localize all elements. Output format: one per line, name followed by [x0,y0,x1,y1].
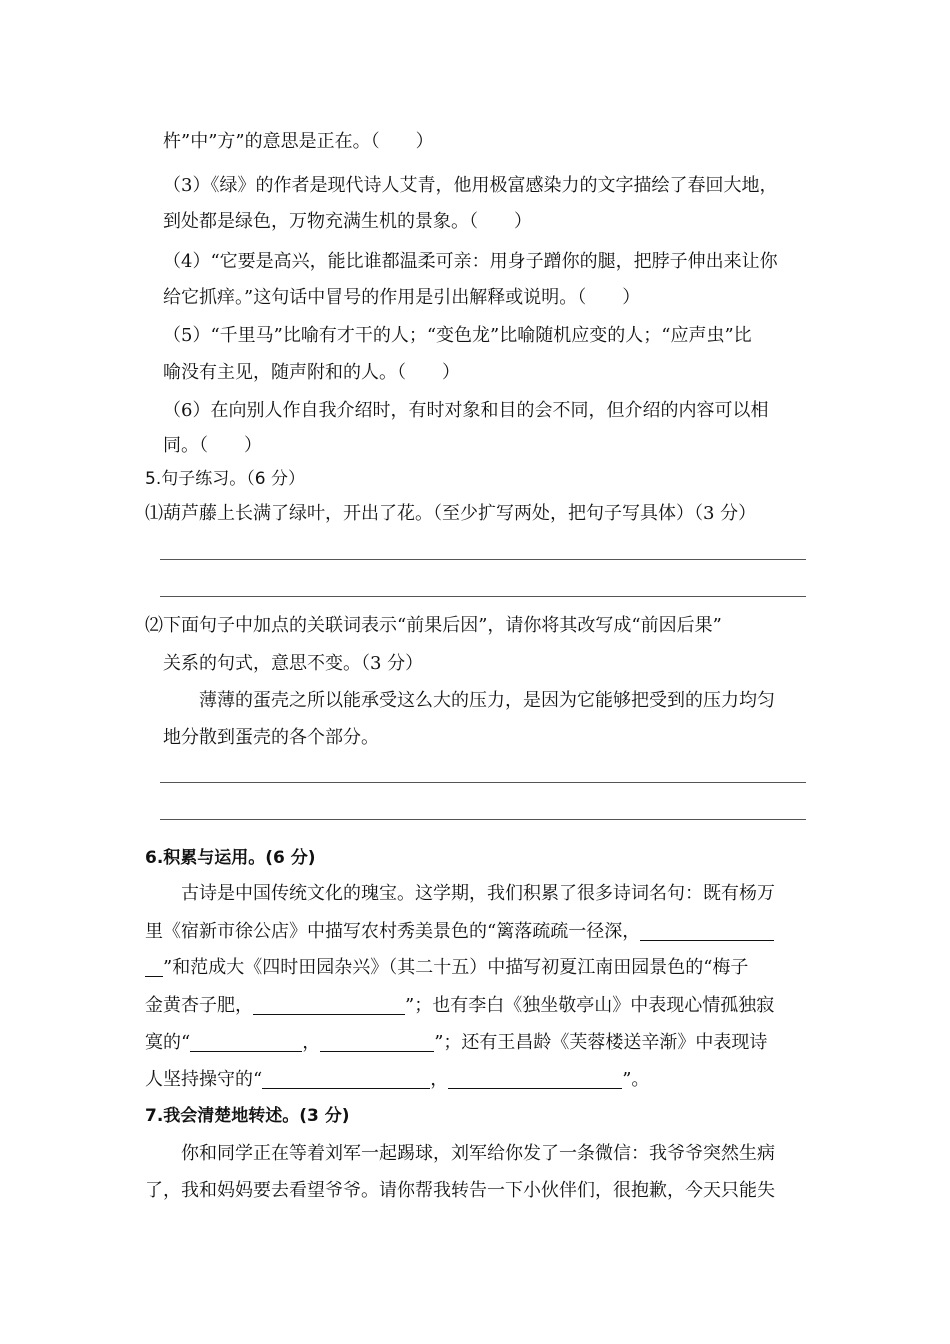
q6-line-3 [145,955,748,981]
poem-blank-2[interactable] [253,994,405,1015]
q4-item-3-line-1: （3）《绿》的作者是现代诗人艾青，他用极富感染力的文字描绘了春回大地， [163,175,778,196]
q6-line-5 [145,1030,767,1056]
poem-blank-6[interactable] [448,1068,622,1089]
q4-item-4-line-2: 给它抓痒。”这句话中冒号的作用是引出解释或说明。（ ） [163,287,641,308]
q7-line-2: 了，我和妈妈要去看望爷爷。请你帮我转告一下小伙伴们，很抱歉，今天只能失 [145,1180,775,1201]
answer-line[interactable] [160,559,806,560]
poem-blank-3[interactable] [190,1031,302,1052]
q4-item-5-line-2: 喻没有主见，随声附和的人。（ ） [163,362,460,383]
q5-sentence-line-1: 薄薄的蛋壳之所以能承受这么大的压力，是因为它能够把受到的压力均匀 [199,690,775,711]
q6-line-5-comma: ， [302,1032,321,1053]
answer-line[interactable] [160,782,806,783]
q4-item-5-line-1: （5）“千里马”比喻有才干的人；“变色龙”比喻随机应变的人；“应声虫”比 [163,325,752,346]
q6-line-5-text-a: 寞的“ [145,1032,191,1053]
q6-line-6-text-c: ”。 [622,1069,650,1090]
q6-line-2-text: 里《宿新市徐公店》中描写农村秀美景色的“篱落疏疏一径深， [145,921,641,942]
q6-line-4-text-b: ”；也有李白《独坐敬亭山》中表现心情孤独寂 [405,995,775,1016]
answer-line[interactable] [160,819,806,820]
answer-line[interactable] [160,596,806,597]
q6-line-6-comma: ， [430,1069,449,1090]
poem-blank-5[interactable] [262,1068,430,1089]
q4-item-3-line-2: 到处都是绿色，万物充满生机的景象。（ ） [163,211,532,232]
q5-title: 5.句子练习。（6 分） [145,469,305,489]
q7-title: 7.我会清楚地转述。(3 分) [145,1106,350,1126]
q6-line-2 [145,919,774,945]
q5-sub-2-line-2: 关系的句式，意思不变。（3 分） [163,653,424,674]
q6-line-4 [145,993,774,1019]
q6-line-5-text-c: ”；还有王昌龄《芙蓉楼送辛渐》中表现诗 [434,1032,768,1053]
q5-sentence-line-2: 地分散到蛋壳的各个部分。 [163,727,379,748]
q4-item-4-line-1: （4）“它要是高兴，能比谁都温柔可亲：用身子蹭你的腿，把脖子伸出来让你 [163,251,778,272]
q6-title: 6.积累与运用。(6 分) [145,848,316,868]
q5-sub-2-line-1: ⑵下面句子中加点的关联词表示“前果后因”，请你将其改写成“前因后果” [145,615,722,636]
q4-item-6-line-1: （6）在向别人作自我介绍时，有时对象和目的会不同，但介绍的内容可以相 [163,400,769,421]
q6-line-3-text: ”和范成大《四时田园杂兴》（其二十五）中描写初夏江南田园景色的“梅子 [163,957,749,978]
q7-line-1: 你和同学正在等着刘军一起踢球，刘军给你发了一条微信：我爷爷突然生病 [181,1143,775,1164]
q4-continuation-line: 杵”中”方”的意思是正在。（ ） [163,131,434,152]
q6-line-1: 古诗是中国传统文化的瑰宝。这学期，我们积累了很多诗词名句：既有杨万 [181,883,775,904]
q6-line-6 [145,1067,649,1093]
q5-sub-1: ⑴葫芦藤上长满了绿叶，开出了花。（至少扩写两处，把句子写具体）（3 分） [145,503,757,524]
q4-item-6-line-2: 同。（ ） [163,435,262,456]
q6-line-4-text-a: 金黄杏子肥， [145,995,253,1016]
poem-blank-1[interactable] [640,920,774,941]
poem-blank-1-cont[interactable] [145,956,163,977]
q6-line-6-text-a: 人坚持操守的“ [145,1069,263,1090]
poem-blank-4[interactable] [320,1031,434,1052]
